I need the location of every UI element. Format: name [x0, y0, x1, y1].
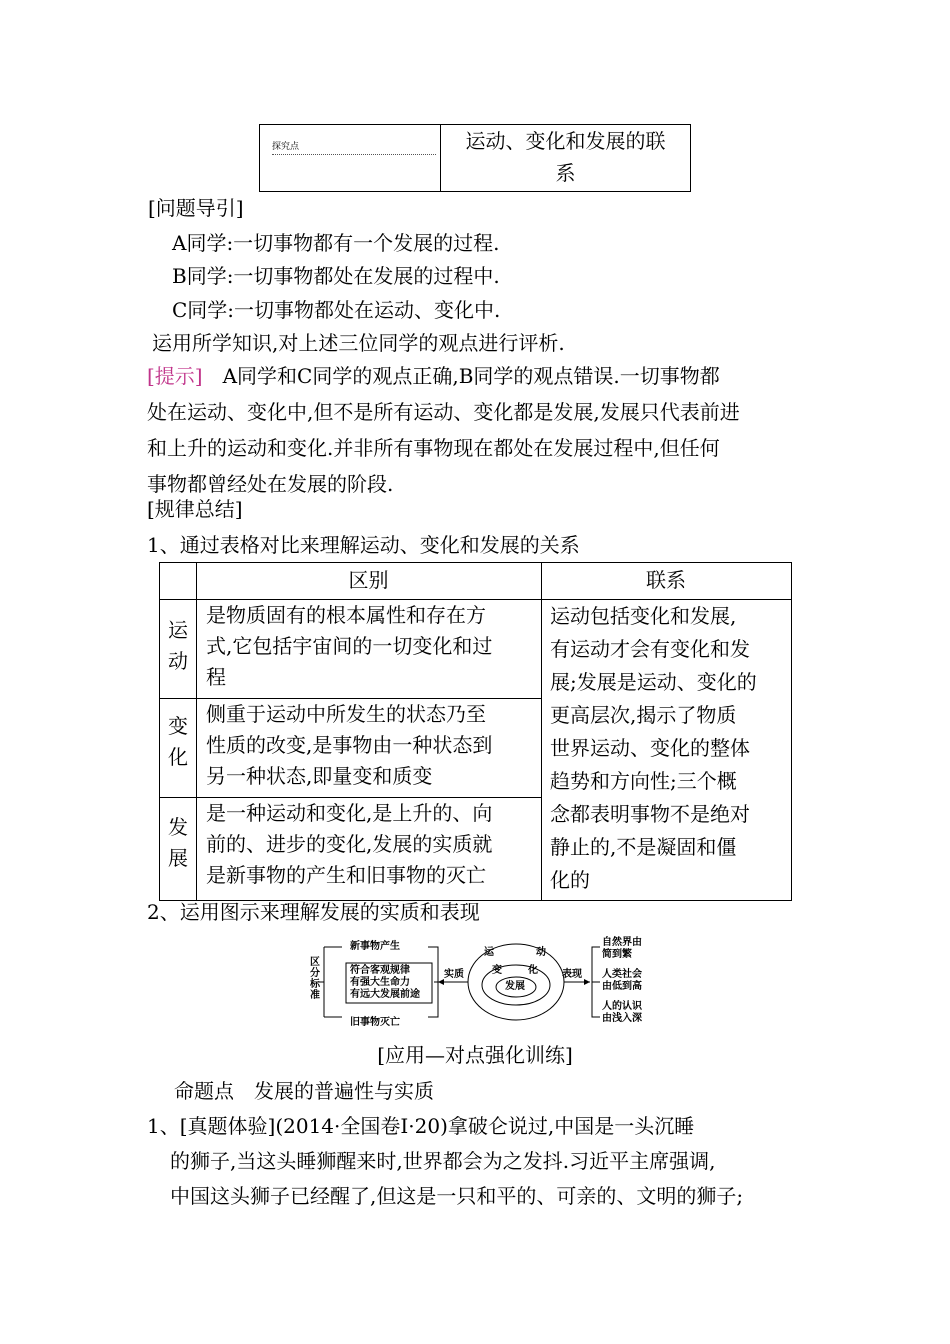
guide-question: 运用所学知识,对上述三位同学的观点进行评析. — [152, 331, 565, 355]
link-line: 更高层次,揭示了物质 — [550, 703, 737, 727]
manifest-item: 由浅入深 — [602, 1013, 642, 1024]
old-thing-label: 旧事物灭亡 — [350, 1017, 400, 1028]
link-line: 有运动才会有变化和发 — [550, 637, 750, 661]
row-name-change — [166, 711, 190, 773]
link-line: 展;发展是运动、变化的 — [550, 670, 757, 694]
criterion-char: 准 — [310, 990, 320, 1001]
question-1-line-1: 1、[真题体验](2014·全国卷Ⅰ·20)拿破仑说过,中国是一头沉睡 — [147, 1114, 695, 1138]
essence-label: 实质 — [444, 969, 464, 980]
link-line: 世界运动、变化的整体 — [550, 736, 750, 760]
summary-point-1: 1、通过表格对比来理解运动、变化和发展的关系 — [147, 533, 580, 557]
row-diff-motion — [206, 600, 492, 693]
summary-heading: [规律总结] — [147, 497, 243, 521]
hint-line-4: 事物都曾经处在发展的阶段. — [147, 472, 394, 496]
row-name-develop — [166, 812, 190, 874]
manifest-label: 表现 — [562, 969, 582, 980]
motion-char-1: 运 — [484, 947, 494, 958]
row-name-char: 发 — [168, 815, 188, 839]
row-diff-change — [206, 699, 492, 792]
topic-header-table — [259, 124, 691, 192]
diff-line: 另一种状态,即量变和质变 — [206, 764, 433, 788]
row-diff-develop — [206, 798, 492, 891]
guide-student-a: A同学:一切事物都有一个发展的过程. — [172, 231, 500, 255]
manifest-item: 人的认识 — [602, 1001, 642, 1012]
criterion-char: 区 — [310, 957, 320, 968]
change-char-1: 变 — [492, 965, 502, 976]
motion-char-2: 动 — [536, 947, 546, 958]
development-diagram — [310, 935, 646, 1035]
guide-heading: [问题导引] — [148, 196, 244, 220]
topic-title-line-1: 运动、变化和发展的联 — [465, 129, 666, 153]
dotted-rule — [272, 154, 436, 155]
comparison-table — [159, 562, 792, 901]
diff-line: 式,它包括宇宙间的一切变化和过 — [206, 634, 493, 658]
develop-label: 发展 — [505, 981, 525, 992]
criterion-char: 标 — [310, 979, 320, 990]
manifest-item: 人类社会 — [602, 969, 642, 980]
question-1-line-3: 中国这头狮子已经醒了,但这是一只和平的、可亲的、文明的狮子; — [170, 1184, 744, 1208]
link-line: 趋势和方向性;三个概 — [550, 769, 737, 793]
link-text — [550, 600, 757, 897]
change-char-2: 化 — [528, 965, 538, 976]
manifest-items — [602, 937, 642, 1025]
column-header-diff: 区别 — [348, 568, 389, 592]
manifest-item: 自然界由 — [602, 937, 642, 948]
table-rule — [541, 563, 542, 900]
guide-student-c: C同学:一切事物都处在运动、变化中. — [172, 298, 501, 322]
hint-line-3: 和上升的运动和变化.并非所有事物现在都处在发展过程中,但任何 — [147, 436, 720, 460]
criteria-line: 符合客观规律 — [350, 965, 410, 976]
guide-student-b: B同学:一切事物都处在发展的过程中. — [172, 264, 500, 288]
manifest-item: 简到繁 — [602, 949, 632, 960]
diff-line: 侧重于运动中所发生的状态乃至 — [206, 702, 486, 726]
criterion-char: 分 — [310, 968, 320, 979]
application-topic: 命题点 发展的普遍性与实质 — [174, 1079, 434, 1103]
diff-line: 是物质固有的根本属性和存在方 — [206, 603, 486, 627]
hint-line-1 — [147, 358, 720, 394]
link-line: 运动包括变化和发展, — [550, 604, 737, 628]
row-name-char: 化 — [168, 745, 188, 769]
criteria-line: 有远大发展前途 — [350, 989, 420, 1000]
row-name-motion — [166, 615, 190, 677]
application-heading: [应用—对点强化训练] — [377, 1043, 573, 1067]
hint-text-1: A同学和C同学的观点正确,B同学的观点错误.一切事物都 — [222, 364, 720, 388]
diff-line: 是新事物的产生和旧事物的灭亡 — [206, 863, 486, 887]
hint-line-2: 处在运动、变化中,但不是所有运动、变化都是发展,发展只代表前进 — [147, 400, 740, 424]
row-name-char: 变 — [168, 714, 188, 738]
row-name-char: 展 — [168, 846, 188, 870]
diff-line: 前的、进步的变化,发展的实质就 — [206, 832, 493, 856]
row-name-char: 运 — [168, 618, 188, 642]
link-line: 化的 — [550, 868, 590, 892]
row-name-char: 动 — [168, 649, 188, 673]
diff-line: 性质的改变,是事物由一种状态到 — [206, 733, 493, 757]
criteria-line: 有强大生命力 — [350, 977, 410, 988]
link-line: 静止的,不是凝固和僵 — [550, 835, 737, 859]
link-line: 念都表明事物不是绝对 — [550, 802, 750, 826]
topic-header-left-cell — [260, 125, 441, 191]
manifest-item: 由低到高 — [602, 981, 642, 992]
new-thing-label: 新事物产生 — [350, 941, 400, 952]
diff-line: 程 — [206, 665, 226, 689]
criteria-box-text — [350, 965, 420, 1001]
topic-title-line-2: 系 — [555, 161, 576, 185]
hint-label: [提示] — [147, 364, 203, 388]
table-rule — [196, 563, 197, 900]
criterion-label — [310, 957, 320, 1001]
topic-header-title — [441, 125, 690, 191]
summary-point-2: 2、运用图示来理解发展的实质和表现 — [147, 900, 480, 924]
column-header-link: 联系 — [646, 568, 686, 592]
question-1-line-2: 的狮子,当这头睡狮醒来时,世界都会为之发抖.习近平主席强调, — [170, 1149, 716, 1173]
explore-point-label: 探究点 — [272, 142, 300, 152]
diff-line: 是一种运动和变化,是上升的、向 — [206, 801, 493, 825]
